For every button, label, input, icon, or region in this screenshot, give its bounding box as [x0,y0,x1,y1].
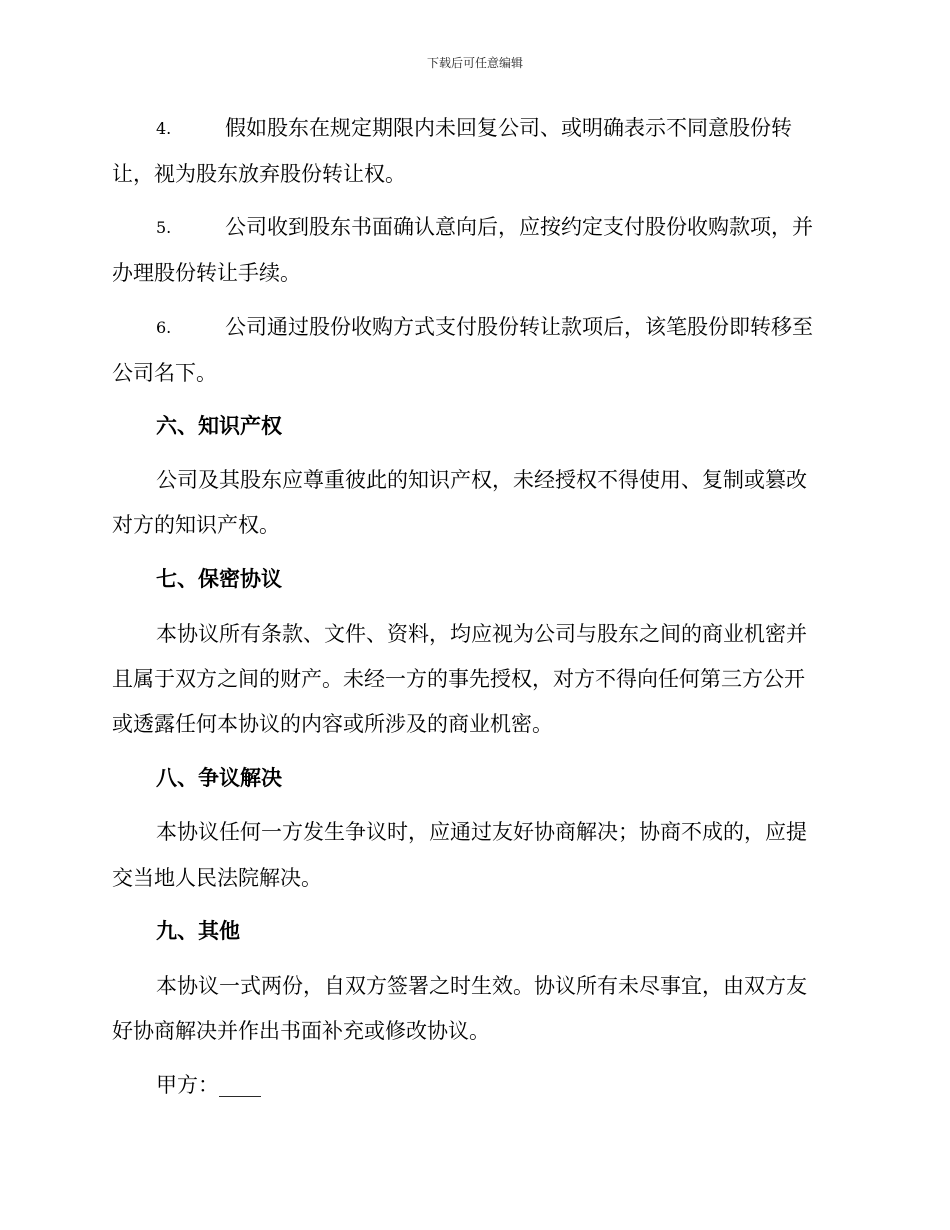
item-number: 5. [156,218,172,237]
paragraph-line: 本协议一式两份，自双方签署之时生效。协议所有未尽事宜，由双方友 [156,974,807,998]
section-heading: 七、保密协议 [156,567,282,591]
item-text-line: 办理股份转让手续。 [112,261,301,285]
paragraph-line: 公司及其股东应尊重彼此的知识产权，未经授权不得使用、复制或篡改 [156,468,807,492]
item-number: 4. [156,119,172,138]
paragraph-line: 且属于双方之间的财产。未经一方的事先授权，对方不得向任何第三方公开 [112,667,805,691]
section-heading: 八、争议解决 [156,766,282,790]
paragraph-line: 本协议所有条款、文件、资料，均应视为公司与股东之间的商业机密并 [156,622,807,646]
paragraph-line: 交当地人民法院解决。 [112,866,322,890]
paragraph-line: 好协商解决并作出书面补充或修改协议。 [112,1019,490,1043]
paragraph-line: 本协议任何一方发生争议时，应通过友好协商解决；协商不成的，应提 [156,820,807,844]
section-heading: 六、知识产权 [156,414,282,438]
item-text-line: 让，视为股东放弃股份转让权。 [112,162,406,186]
paragraph-line: 或透露任何本协议的内容或所涉及的商业机密。 [112,712,553,736]
page-header: 下载后可任意编辑 [426,56,523,70]
item-number: 6. [156,318,172,337]
item-text-line: 公司收到股东书面确认意向后，应按约定支付股份收购款项，并 [225,215,813,239]
paragraph-line: 对方的知识产权。 [112,513,280,537]
signature-party-a: 甲方：____ [156,1073,261,1097]
item-text-line: 公司通过股份收购方式支付股份转让款项后，该笔股份即转移至 [225,315,813,339]
section-heading: 九、其他 [156,919,240,943]
item-text-line: 公司名下。 [112,361,217,385]
item-text-line: 假如股东在规定期限内未回复公司、或明确表示不同意股份转 [225,116,792,140]
